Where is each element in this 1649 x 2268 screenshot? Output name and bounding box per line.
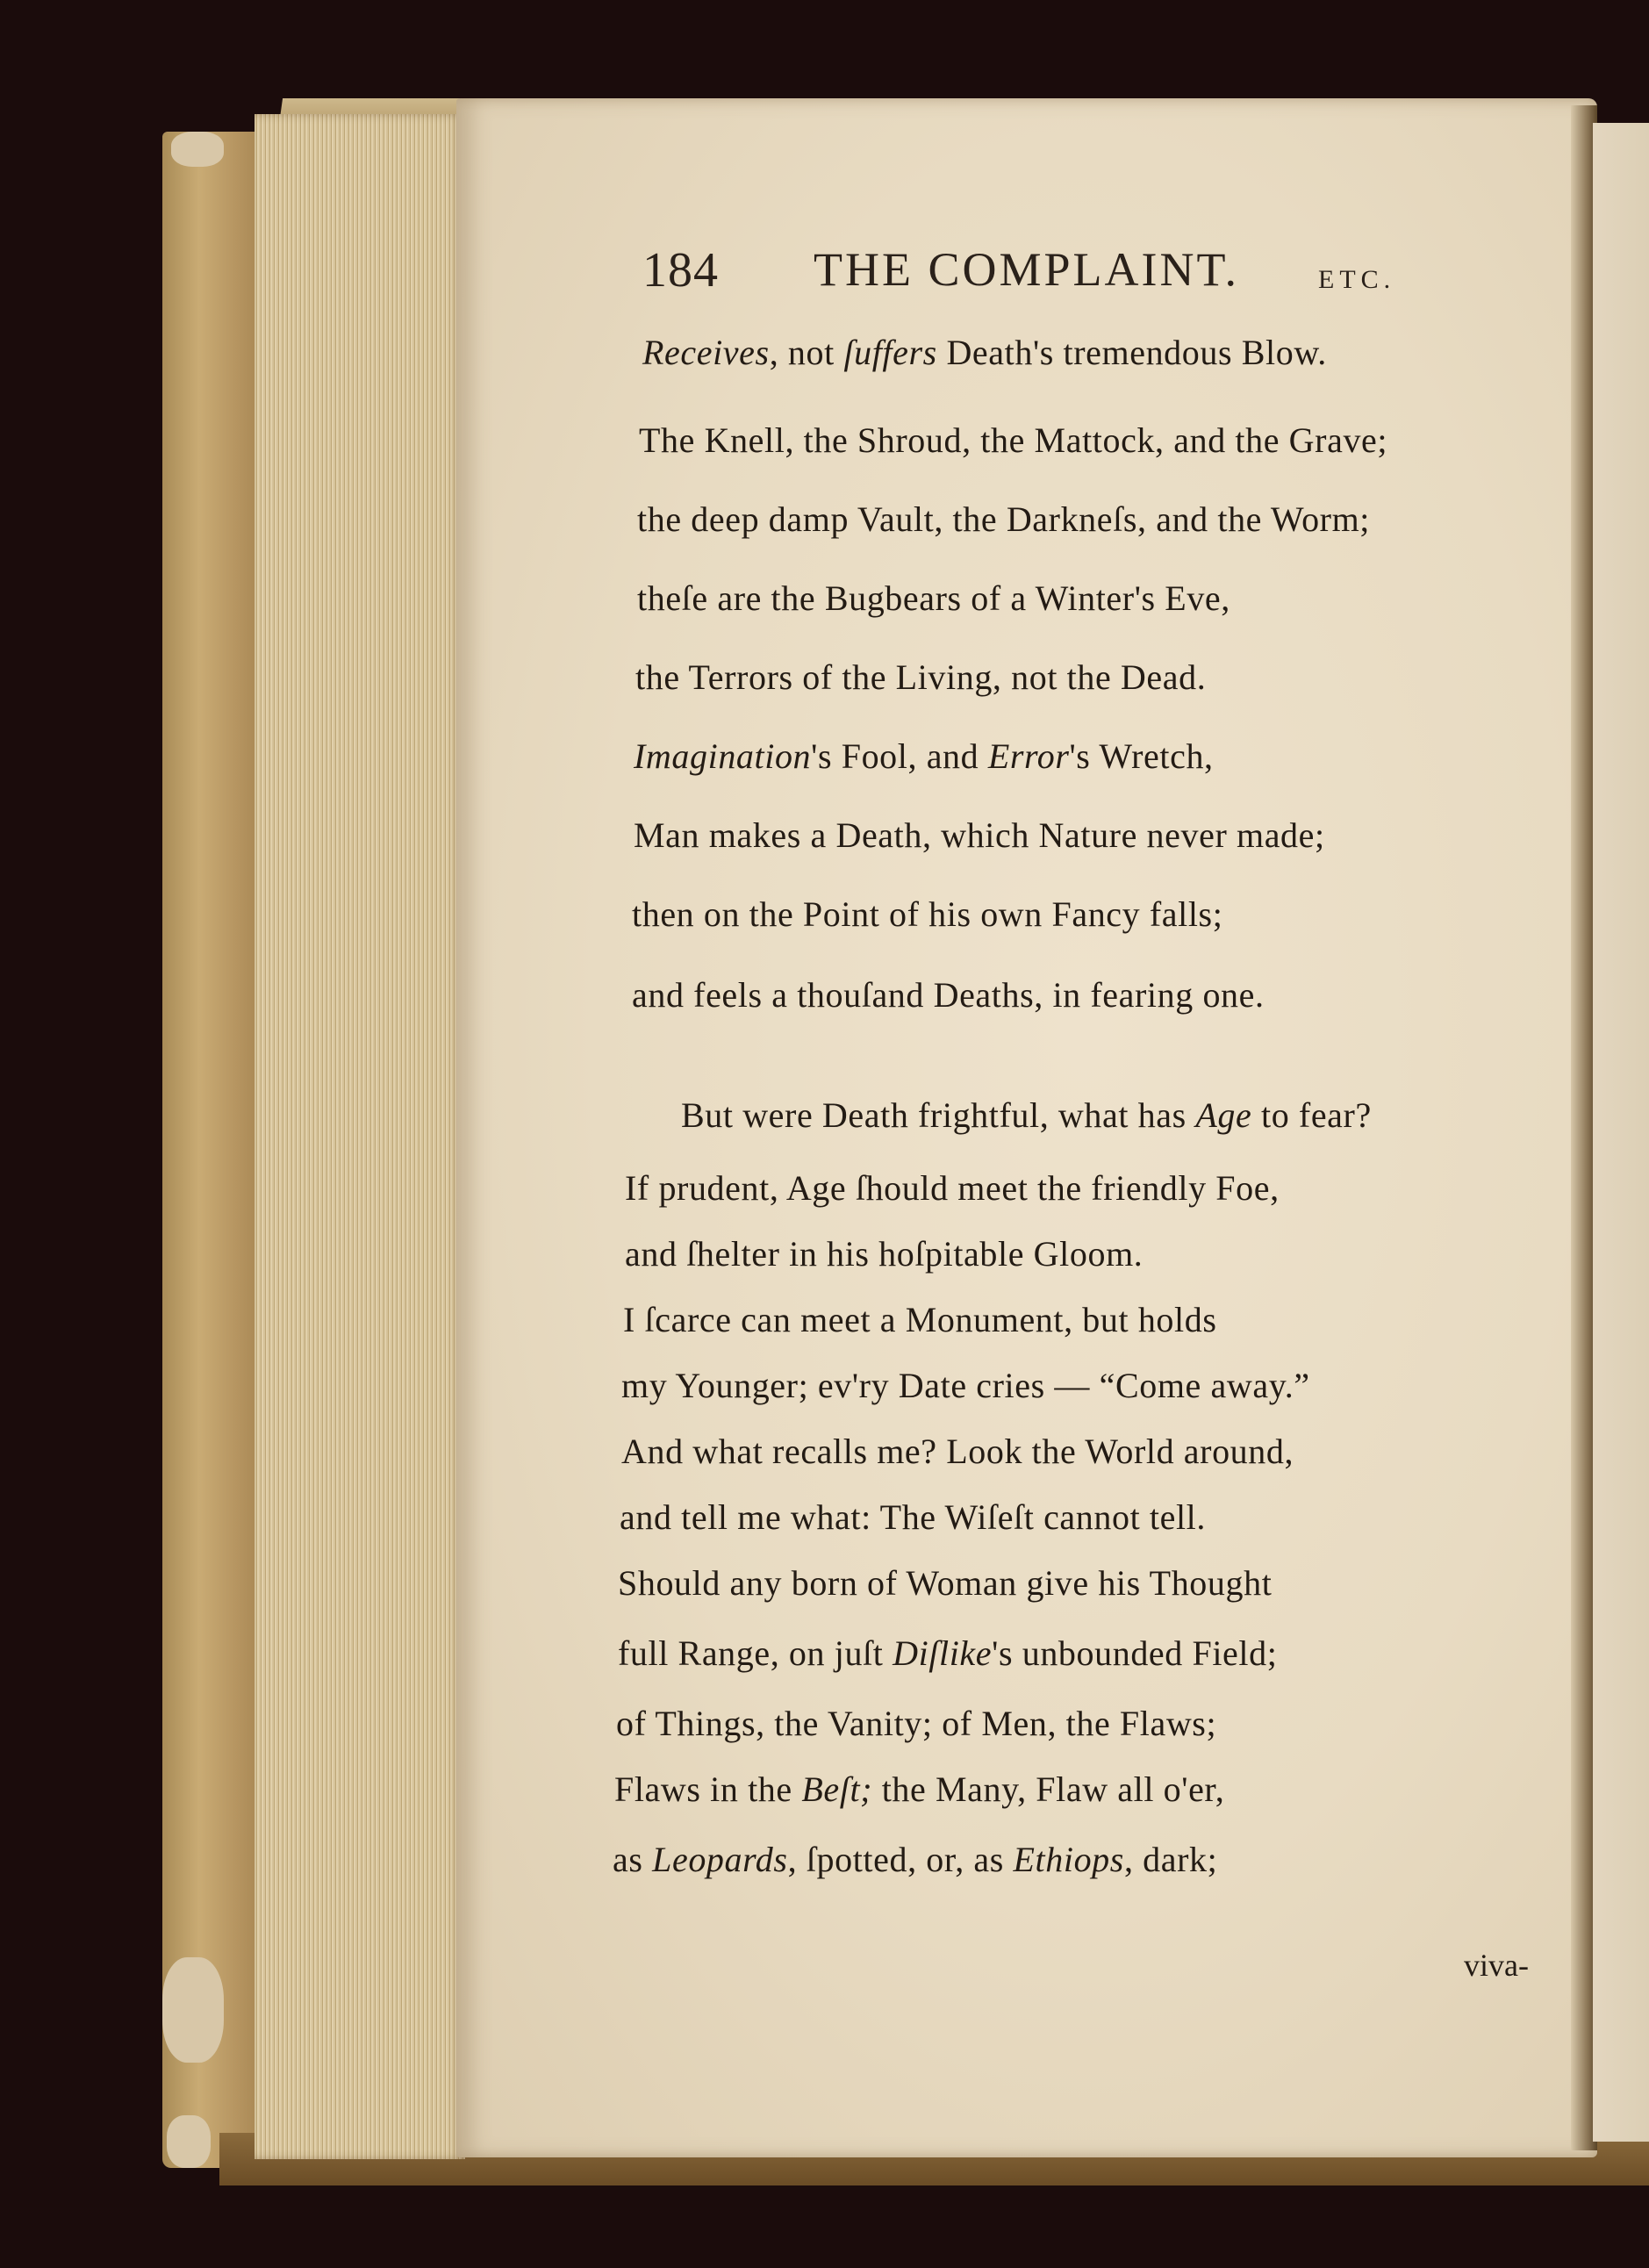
verse-line: [635, 657, 1206, 698]
verse-line: [625, 1167, 1280, 1209]
verse-text-run: then on the Point of his own Fancy falls;: [632, 894, 1223, 934]
verse-text-run: the Many, Flaw all o'er,: [872, 1769, 1225, 1809]
verse-text-run: as: [613, 1840, 653, 1879]
verse-text-run: and ſhelter in his hoſpitable Gloom.: [625, 1234, 1144, 1274]
verse-line: [620, 1496, 1206, 1538]
verse-text-run: , ſpotted, or, as: [787, 1840, 1014, 1879]
verse-line: [632, 894, 1222, 935]
verse-line: [632, 974, 1265, 1016]
verse-line: [625, 1233, 1143, 1274]
verse-line: [639, 420, 1387, 461]
verse-text-run: and feels a thouſand Deaths, in fearing one.: [632, 975, 1265, 1015]
verse-text-run: the Terrors of the Living, not the Dead.: [635, 657, 1207, 697]
verse-text-run: Should any born of Woman give his Thought: [618, 1563, 1273, 1603]
verse-text-run: my Younger; ev'ry Date cries — “Come away.”: [621, 1366, 1310, 1405]
verse-text-run: And what recalls me? Look the World around,: [621, 1432, 1294, 1471]
verse-line: [637, 499, 1370, 540]
verse-text-run: But were Death frightful, what has: [681, 1095, 1196, 1135]
verse-line: [618, 1633, 1277, 1674]
verse-line: [613, 1839, 1217, 1880]
verse-text-run: If prudent, Age ſhould meet the friendly Foe,: [625, 1168, 1280, 1208]
page-title-etc: ETC.: [1318, 265, 1396, 294]
verse-line: [623, 1299, 1217, 1340]
verse-text-run: to fear?: [1251, 1095, 1372, 1135]
verse-text-run: theſe are the Bugbears of a Winter's Eve,: [637, 578, 1230, 618]
verse-line: [621, 1365, 1310, 1406]
verse-text-run: full Range, on juſt: [618, 1633, 893, 1673]
verse-text-run: 's Fool, and: [811, 736, 988, 776]
catchword: viva-: [1464, 1948, 1529, 1983]
verse-text-run: 's unbounded Field;: [992, 1633, 1278, 1673]
verse-text-run: Death's tremendous Blow.: [936, 333, 1327, 372]
verse-text-run: of Things, the Vanity; of Men, the Flaws;: [616, 1704, 1217, 1743]
verse-line: [634, 815, 1325, 856]
verse-text-run: Man makes a Death, which Nature never made;: [634, 815, 1325, 855]
verse-line: [637, 578, 1230, 619]
page-number: 184: [642, 243, 719, 298]
verse-text-run: , not: [769, 333, 844, 372]
italic-word: Imagination: [634, 736, 812, 776]
verse-line: [618, 1562, 1272, 1604]
verse-text-run: 's Wretch,: [1069, 736, 1214, 776]
italic-word: Beſt;: [801, 1769, 873, 1809]
verse-text-run: The Knell, the Shroud, the Mattock, and the Grave;: [639, 420, 1388, 460]
italic-word: Age: [1195, 1095, 1252, 1135]
italic-word: Error: [987, 736, 1070, 776]
verse-line: [634, 736, 1214, 777]
verse-line: [681, 1095, 1372, 1136]
verse-line: [616, 1703, 1216, 1744]
page-title: THE COMPLAINT.: [814, 243, 1239, 296]
italic-word: Ethiops: [1013, 1840, 1124, 1879]
italic-word: Diſlike: [893, 1633, 993, 1673]
verse-line: [614, 1769, 1224, 1810]
italic-word: ſuffers: [843, 333, 937, 372]
verse-text-run: , dark;: [1123, 1840, 1218, 1879]
verse-line: [621, 1431, 1294, 1472]
verse-text-run: and tell me what: The Wiſeſt cannot tell.: [620, 1497, 1206, 1537]
verse-text-run: Flaws in the: [614, 1769, 802, 1809]
verse-text-run: the deep damp Vault, the Darkneſs, and the Worm;: [637, 499, 1371, 539]
italic-word: Receives: [642, 333, 770, 372]
verse-text-run: I ſcarce can meet a Monument, but holds: [623, 1300, 1217, 1339]
italic-word: Leopards: [652, 1840, 788, 1879]
verse-line: [642, 332, 1327, 373]
